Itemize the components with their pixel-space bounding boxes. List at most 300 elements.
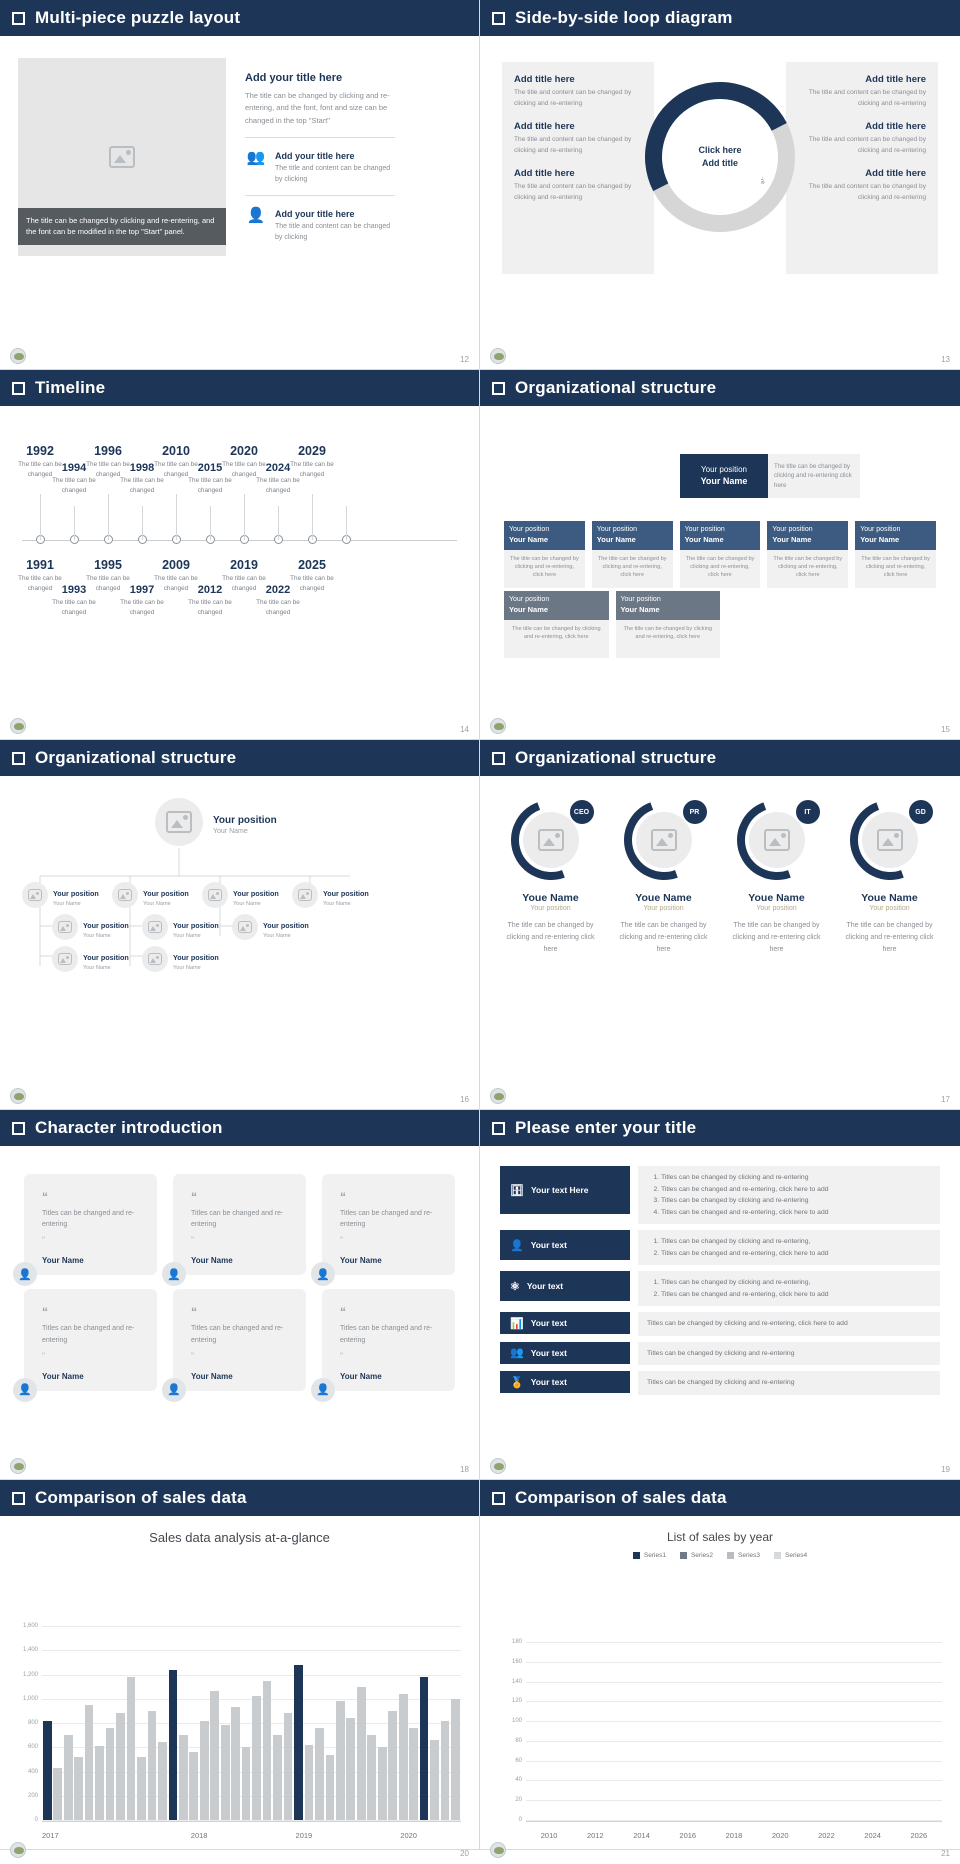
person-name: Youe Name xyxy=(748,892,805,904)
org-node[interactable] xyxy=(767,521,848,588)
timeline-text: The title can be changed xyxy=(188,477,232,494)
image-icon xyxy=(298,889,312,901)
image-icon xyxy=(208,889,222,901)
org-node-label xyxy=(323,883,369,907)
org-node[interactable] xyxy=(142,914,219,940)
slide-body xyxy=(480,776,960,1110)
org-node-header xyxy=(504,591,609,620)
quote-grid xyxy=(18,1174,455,1397)
avatar xyxy=(292,882,318,908)
timeline-item xyxy=(42,584,106,617)
slide-body xyxy=(480,406,960,740)
org-root-label xyxy=(213,810,277,835)
slide-title-bar xyxy=(0,370,479,406)
timeline-text: The title can be changed xyxy=(256,599,300,616)
org-node-label xyxy=(233,883,279,907)
org-root[interactable] xyxy=(155,798,277,846)
page-number: 16 xyxy=(460,1095,469,1104)
row-label-text: Your text xyxy=(526,1281,564,1292)
quote-card[interactable] xyxy=(167,1174,306,1281)
footer-logo xyxy=(10,718,26,734)
timeline-year: 2019 xyxy=(230,558,258,572)
timeline-year: 1994 xyxy=(61,462,87,474)
y-tick-label: 1,600 xyxy=(22,1623,38,1629)
org-node-name: Your Name xyxy=(620,604,660,614)
org-node-text: The title can be changed by clicking and re-entering, click here xyxy=(680,550,761,588)
chart-plot-area xyxy=(22,1623,461,1823)
page-title: Side-by-side loop diagram xyxy=(515,8,733,27)
slide-title-bar xyxy=(480,1480,960,1516)
org-node-position: Your position xyxy=(143,889,189,898)
bar-series xyxy=(526,1642,942,1820)
bar xyxy=(43,1721,52,1820)
list-item-text: The title and content can be changed by clicking xyxy=(275,223,391,241)
timeline-year: 2020 xyxy=(230,444,258,458)
timeline-tick xyxy=(108,494,109,540)
quote-text: Titles can be changed and re-entering xyxy=(42,1325,135,1344)
org-node-name: Your Name xyxy=(323,901,351,907)
quote-card[interactable] xyxy=(18,1174,157,1281)
timeline-text: The title can be changed xyxy=(52,477,96,494)
y-tick-label: 0 xyxy=(518,1817,522,1823)
bar xyxy=(210,1691,219,1820)
y-tick-label: 800 xyxy=(27,1720,38,1726)
row-item: 2. Titles can be changed and re-entering, click here to add xyxy=(661,1289,931,1301)
role-badge: GD xyxy=(909,800,933,824)
bar xyxy=(53,1768,62,1820)
org-node[interactable] xyxy=(52,946,129,972)
org-node-name: Your Name xyxy=(143,901,171,907)
slide-body xyxy=(0,1530,479,1864)
quote-card[interactable] xyxy=(18,1289,157,1397)
chart-title: Sales data analysis at-a-glance xyxy=(149,1530,330,1545)
page-number: 17 xyxy=(941,1095,950,1104)
y-tick-label: 1,200 xyxy=(22,1671,38,1678)
y-tick-label: 180 xyxy=(511,1639,522,1645)
image-icon xyxy=(148,921,162,933)
org-node-text: The title can be changed by clicking and re-entering, click here xyxy=(616,620,721,658)
row-label[interactable] xyxy=(500,1166,630,1214)
slide-body xyxy=(480,1530,960,1864)
quote-text: Titles can be changed and re-entering xyxy=(191,1325,284,1344)
image-icon xyxy=(764,829,790,851)
page-title: Organizational structure xyxy=(515,748,717,767)
timeline-year: 2015 xyxy=(197,462,223,474)
role-badge: IT xyxy=(796,800,820,824)
x-tick-label: 2010 xyxy=(540,1831,558,1840)
page-title: Please enter your title xyxy=(515,1118,697,1137)
bar xyxy=(74,1757,83,1820)
image-icon xyxy=(118,889,132,901)
org-node-position: Your position xyxy=(860,526,901,533)
row-label[interactable] xyxy=(500,1342,630,1364)
slide-title-bar xyxy=(480,370,960,406)
timeline-year: 2009 xyxy=(162,558,190,572)
timeline-text: The title can be changed xyxy=(86,461,130,478)
square-icon xyxy=(12,1122,25,1135)
image-icon xyxy=(109,146,135,168)
image-icon xyxy=(58,953,72,965)
timeline-text: The title can be changed xyxy=(154,575,198,592)
quote-card[interactable] xyxy=(167,1289,306,1397)
square-icon xyxy=(492,12,505,25)
org-node-position: Your position xyxy=(83,953,129,962)
block-text: The title and content can be changed by clicking and re-entering xyxy=(808,183,926,201)
list-row[interactable] xyxy=(500,1271,940,1306)
org-root-position: Your position xyxy=(701,465,747,475)
bar xyxy=(315,1728,324,1820)
bar xyxy=(430,1740,439,1820)
org-node-label xyxy=(173,947,219,971)
org-node[interactable] xyxy=(22,882,99,908)
row-body xyxy=(638,1342,940,1366)
org-node-position: Your position xyxy=(684,526,725,533)
bar-series xyxy=(42,1626,461,1820)
right-panel xyxy=(786,62,938,274)
y-tick-label: 100 xyxy=(511,1718,522,1725)
legend-swatch xyxy=(680,1552,687,1559)
bar xyxy=(148,1711,157,1820)
quote-close-icon: ” xyxy=(42,1350,45,1361)
org-node[interactable] xyxy=(504,591,609,658)
org-node-name: Your Name xyxy=(860,534,900,544)
list-row[interactable] xyxy=(500,1342,940,1366)
x-tick-label: 2020 xyxy=(400,1831,417,1840)
page-number: 14 xyxy=(460,725,469,734)
list-row[interactable] xyxy=(500,1230,940,1265)
bar xyxy=(158,1742,167,1820)
avatar-image xyxy=(523,812,579,868)
timeline-year: 1996 xyxy=(94,444,122,458)
bar xyxy=(95,1746,104,1820)
person-description: The title can be changed by clicking and re-entering click here xyxy=(845,922,934,953)
row-label[interactable] xyxy=(500,1371,630,1393)
quote-text: Titles can be changed and re-entering xyxy=(191,1210,284,1229)
quote-open-icon: “ xyxy=(191,1190,197,1204)
org-node-header xyxy=(592,521,673,550)
slide-body xyxy=(480,1146,960,1480)
org-node-header xyxy=(504,521,585,550)
legend-swatch xyxy=(774,1552,781,1559)
slide-comparison-of-sales-data-1 xyxy=(0,1480,480,1858)
image-icon xyxy=(538,829,564,851)
row-body xyxy=(638,1271,940,1306)
image-icon xyxy=(28,889,42,901)
footer-logo xyxy=(10,1842,26,1858)
block-title: Add title here xyxy=(865,168,926,180)
left-block-3 xyxy=(502,156,654,203)
row-label-text: Your text xyxy=(530,1347,567,1358)
y-tick-label: 20 xyxy=(515,1797,522,1804)
timeline-year: 1991 xyxy=(26,558,54,572)
bar xyxy=(441,1721,450,1820)
org-node-name: Your Name xyxy=(509,534,549,544)
org-node[interactable] xyxy=(616,591,721,658)
right-block-3 xyxy=(786,156,938,203)
person-name: Youe Name xyxy=(861,892,918,904)
block-text: The title and content can be changed by clicking and re-entering xyxy=(514,136,632,154)
y-tick-label: 0 xyxy=(34,1817,38,1823)
list-item xyxy=(245,146,395,185)
org-root[interactable] xyxy=(680,454,860,498)
row-label[interactable] xyxy=(500,1230,630,1260)
quote-open-icon: “ xyxy=(340,1190,346,1204)
list-item-text: The title and content can be changed by clicking xyxy=(275,165,391,183)
section-heading: Add your title here xyxy=(245,72,343,84)
row-body xyxy=(638,1230,940,1265)
slide-title-bar xyxy=(0,740,479,776)
org-node[interactable] xyxy=(112,882,189,908)
person-position: Your position xyxy=(643,905,684,912)
x-tick-label: 2012 xyxy=(586,1831,604,1840)
org-node-header xyxy=(767,521,848,550)
page-number: 15 xyxy=(941,725,950,734)
image-icon xyxy=(238,921,252,933)
people-row xyxy=(500,800,940,956)
person-card[interactable] xyxy=(613,800,714,956)
timeline-text: The title can be changed xyxy=(290,575,334,592)
image-icon xyxy=(166,811,192,833)
org-node[interactable] xyxy=(680,521,761,588)
avatar-image xyxy=(636,812,692,868)
list-row[interactable] xyxy=(500,1166,940,1224)
avatar xyxy=(142,946,168,972)
footer-logo xyxy=(490,1088,506,1104)
x-axis xyxy=(526,1821,942,1822)
bar xyxy=(388,1711,397,1820)
quote-close-icon: ” xyxy=(42,1235,45,1246)
page-number: 18 xyxy=(460,1465,469,1474)
slide-title-bar xyxy=(480,0,960,36)
org-node-position: Your position xyxy=(620,596,661,603)
row-label-text: Your text Here xyxy=(530,1185,589,1195)
y-tick-label: 200 xyxy=(27,1792,38,1799)
org-node-name: Your Name xyxy=(772,534,812,544)
row-item: 2. Titles can be changed and re-entering, click here to add xyxy=(661,1184,931,1196)
org-node[interactable] xyxy=(855,521,936,588)
slide-body xyxy=(0,406,479,740)
org-node-label xyxy=(53,883,99,907)
row-label-text: Your text xyxy=(530,1318,567,1329)
person-card[interactable] xyxy=(500,800,601,956)
org-node-text: The title can be changed by clicking and re-entering, click here xyxy=(855,550,936,588)
legend-item: Series1 xyxy=(633,1552,666,1559)
avatar xyxy=(737,800,817,880)
list-row[interactable] xyxy=(500,1371,940,1395)
org-root-position: Your position xyxy=(213,814,277,826)
org-node-position: Your position xyxy=(509,596,550,603)
chart-x-axis-labels xyxy=(526,1831,942,1840)
bar xyxy=(137,1757,146,1820)
quote-card[interactable] xyxy=(316,1289,455,1397)
y-tick-label: 600 xyxy=(27,1744,38,1751)
avatar: 👤 xyxy=(13,1262,37,1286)
timeline-tick xyxy=(278,506,279,540)
quote-card[interactable] xyxy=(316,1174,455,1281)
quote-close-icon: ” xyxy=(191,1235,194,1246)
org-node[interactable] xyxy=(504,521,585,588)
person-description: The title can be changed by clicking and re-entering click here xyxy=(506,922,595,953)
org-node[interactable] xyxy=(52,914,129,940)
org-root-note: The title can be changed by clicking and re-entering click here xyxy=(768,454,860,498)
quote-author: Your Name xyxy=(191,1256,233,1266)
bar xyxy=(420,1677,429,1820)
right-block-1 xyxy=(786,62,938,109)
org-node-name: Your Name xyxy=(83,965,111,971)
row-item: Titles can be changed by clicking and re-entering xyxy=(647,1379,795,1387)
loop-diagram[interactable] xyxy=(645,82,795,232)
page-number: 13 xyxy=(941,355,950,364)
list-row[interactable] xyxy=(500,1312,940,1336)
image-icon xyxy=(651,829,677,851)
bar xyxy=(294,1665,303,1820)
slide-organizational-structure-boxes xyxy=(480,370,960,740)
avatar xyxy=(52,914,78,940)
text-column xyxy=(245,72,395,253)
timeline-year: 2022 xyxy=(265,584,291,596)
left-block-2 xyxy=(502,109,654,156)
left-panel xyxy=(502,62,654,274)
block-text: The title and content can be changed by clicking and re-entering xyxy=(514,183,632,201)
person-card[interactable] xyxy=(839,800,940,956)
role-badge: PR xyxy=(683,800,707,824)
slide-body xyxy=(480,36,960,370)
bar xyxy=(357,1687,366,1820)
avatar: 👤 xyxy=(13,1378,37,1402)
org-node-position: Your position xyxy=(263,921,309,930)
avatar xyxy=(511,800,591,880)
quote-author: Your Name xyxy=(340,1371,382,1381)
person-card[interactable] xyxy=(726,800,827,956)
timeline-item xyxy=(110,462,174,495)
quote-open-icon: “ xyxy=(42,1305,48,1320)
org-node-position: Your position xyxy=(323,889,369,898)
org-node-text: The title can be changed by clicking and re-entering, click here xyxy=(592,550,673,588)
org-level-1 xyxy=(504,521,936,588)
page-number: 12 xyxy=(460,355,469,364)
image-icon xyxy=(877,829,903,851)
row-body xyxy=(638,1371,940,1395)
row-item: 3. Titles can be changed by clicking and re-entering xyxy=(661,1195,931,1207)
org-node[interactable] xyxy=(292,882,369,908)
timeline-tick xyxy=(312,494,313,540)
timeline-year: 1993 xyxy=(61,584,87,596)
footer-logo xyxy=(10,1088,26,1104)
square-icon xyxy=(492,382,505,395)
bar xyxy=(200,1721,209,1820)
timeline-text: The title can be changed xyxy=(120,477,164,494)
slide-comparison-of-sales-data-2 xyxy=(480,1480,960,1858)
image-icon xyxy=(148,953,162,965)
avatar-image xyxy=(749,812,805,868)
timeline-tick xyxy=(176,494,177,540)
bar xyxy=(64,1735,73,1820)
page-title: Organizational structure xyxy=(515,378,717,397)
bar xyxy=(451,1699,460,1820)
x-tick-label: 2017 xyxy=(42,1831,59,1840)
y-tick-label: 1,400 xyxy=(22,1647,38,1654)
timeline-text: The title can be changed xyxy=(256,477,300,494)
timeline-tick xyxy=(346,506,347,540)
org-node[interactable] xyxy=(232,914,309,940)
org-node-text: The title can be changed by clicking and re-entering, click here xyxy=(504,550,585,588)
avatar xyxy=(202,882,228,908)
org-node-header xyxy=(855,521,936,550)
org-root-box[interactable] xyxy=(680,454,768,498)
org-node-text: The title can be changed by clicking and re-entering, click here xyxy=(504,620,609,658)
shield-icon: ⚛ xyxy=(510,1280,520,1293)
person-name: Youe Name xyxy=(522,892,579,904)
slide-please-enter-your-title xyxy=(480,1110,960,1480)
timeline-item xyxy=(42,462,106,495)
timeline-item xyxy=(110,584,174,617)
org-root-name: Your Name xyxy=(213,827,248,835)
org-node[interactable] xyxy=(202,882,279,908)
bar xyxy=(252,1696,261,1820)
x-tick-label: 2016 xyxy=(679,1831,697,1840)
id-card-icon: 🗄 xyxy=(510,1184,524,1197)
y-tick-label: 80 xyxy=(515,1737,522,1744)
bar xyxy=(189,1752,198,1820)
org-node-position: Your position xyxy=(596,526,638,533)
footer-logo xyxy=(490,348,506,364)
row-label[interactable] xyxy=(500,1312,630,1334)
bar xyxy=(127,1677,136,1820)
timeline-text: The title can be changed xyxy=(52,599,96,616)
center-line-1: Click here xyxy=(698,145,742,156)
quote-open-icon: “ xyxy=(191,1305,197,1320)
timeline-year: 1998 xyxy=(129,462,155,474)
slide-title-bar xyxy=(0,1480,479,1516)
block-title: Add title here xyxy=(514,121,575,133)
avatar: 👤 xyxy=(162,1262,186,1286)
chart-icon: 📊 xyxy=(510,1317,524,1330)
row-label[interactable] xyxy=(500,1271,630,1301)
x-tick-label: 2026 xyxy=(910,1831,928,1840)
avatar-image xyxy=(862,812,918,868)
bar xyxy=(231,1707,240,1820)
org-node-position: Your position xyxy=(233,889,279,898)
slide-organizational-structure-people xyxy=(480,740,960,1110)
bar xyxy=(409,1728,418,1820)
legend-swatch xyxy=(727,1552,734,1559)
person-name: Youe Name xyxy=(635,892,692,904)
org-node-name: Your Name xyxy=(509,604,549,614)
org-node[interactable] xyxy=(592,521,673,588)
legend-swatch xyxy=(633,1552,640,1559)
org-node-label xyxy=(173,915,219,939)
timeline-text: The title can be changed xyxy=(86,575,130,592)
org-node-label xyxy=(83,947,129,971)
block-text: The title and content can be changed by clicking and re-entering xyxy=(514,89,632,107)
timeline-text: The title can be changed xyxy=(120,599,164,616)
content-list xyxy=(500,1166,940,1401)
quote-author: Your Name xyxy=(42,1256,84,1266)
avatar xyxy=(232,914,258,940)
timeline-text: The title can be changed xyxy=(222,461,266,478)
page-title: Timeline xyxy=(35,378,106,397)
timeline-item xyxy=(246,584,310,617)
y-tick-label: 140 xyxy=(511,1678,522,1685)
org-node-name: Your Name xyxy=(596,534,636,544)
right-block-2 xyxy=(786,109,938,156)
slide-side-by-side-loop-diagram xyxy=(480,0,960,370)
bar xyxy=(378,1747,387,1820)
quote-close-icon: ” xyxy=(340,1350,343,1361)
footer-logo xyxy=(490,718,506,734)
org-node[interactable] xyxy=(142,946,219,972)
org-node-name: Your Name xyxy=(83,933,111,939)
